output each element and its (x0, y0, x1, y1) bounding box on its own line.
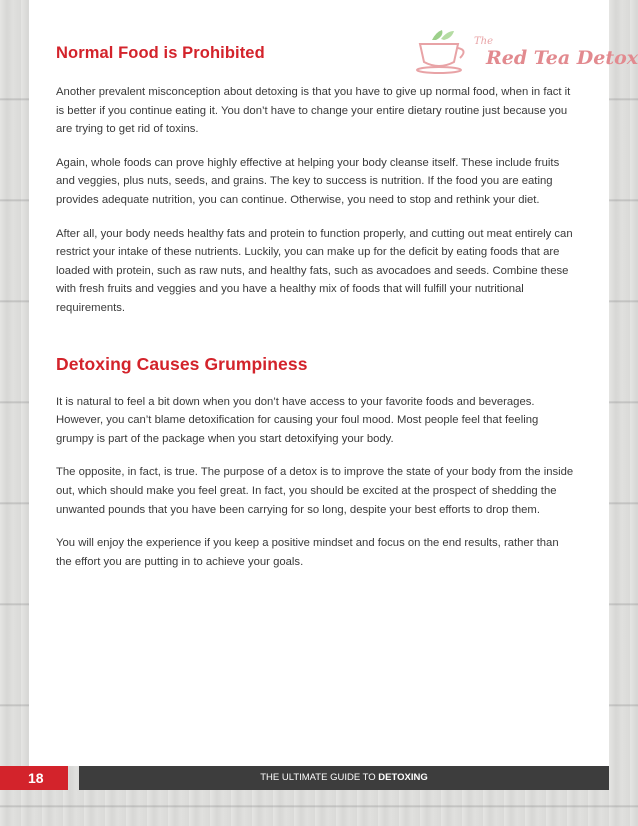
paragraph: After all, your body needs healthy fats and protein to function properly, and cutting out meat entirely can restrict your intake of these nutrients. Luckily, you can make up for the deficit by eating foods that are loaded with protein, such as raw nuts, and healthy fats, such as avocadoes and seeds. Combine these with fresh fruits and veggies and you have a healthy mix of foods that will fulfill your nutritional requirements. (56, 227, 573, 314)
footer-title-bold: DETOXING (378, 772, 428, 783)
paragraph: You will enjoy the experience if you keep a positive mindset and focus on the end results, rather than the effort you are putting in to achieve your goals. (56, 537, 559, 568)
logo-wordmark: Red Tea Detox (486, 47, 638, 69)
paragraph: Another prevalent misconception about detoxing is that you have to give up normal food, when in fact it is better if you continue eating it. You don’t have to change your entire dietary routine just because you are trying to get rid of toxins. (56, 86, 571, 136)
paragraph: Again, whole foods can prove highly effective at helping your body cleanse itself. These include fruits and veggies, plus nuts, seeds, and grains. The key to success is nutrition. If the food you are eating provides adequate nutrition, you can continue. Otherwise, you need to stop and rethink your diet. (56, 156, 560, 206)
section-normal-food (56, 44, 576, 318)
footer-title-bar (79, 766, 609, 790)
logo-small-word: The (474, 36, 494, 47)
page-footer (0, 766, 638, 790)
page-number: 18 (0, 766, 68, 790)
main-content (56, 44, 576, 571)
footer-title-prefix: THE ULTIMATE GUIDE TO (260, 772, 379, 783)
paragraph: It is natural to feel a bit down when you don’t have access to your favorite foods and beverages. However, you can’t blame detoxification for causing your foul mood. Most people feel that feeling grumpy is part of the package when you start detoxifying your body. (56, 395, 539, 445)
section-grumpiness (56, 354, 576, 572)
paragraph: The opposite, in fact, is true. The purpose of a detox is to improve the state of your body from the inside out, which should make you feel great. In fact, you should be excited at the prospect of shedding the unwanted pounds that you have been carrying for so long, despite your best efforts to drop them. (56, 466, 574, 516)
section-heading: Detoxing Causes Grumpiness (56, 353, 308, 374)
section-heading: Normal Food is Prohibited (56, 44, 265, 62)
